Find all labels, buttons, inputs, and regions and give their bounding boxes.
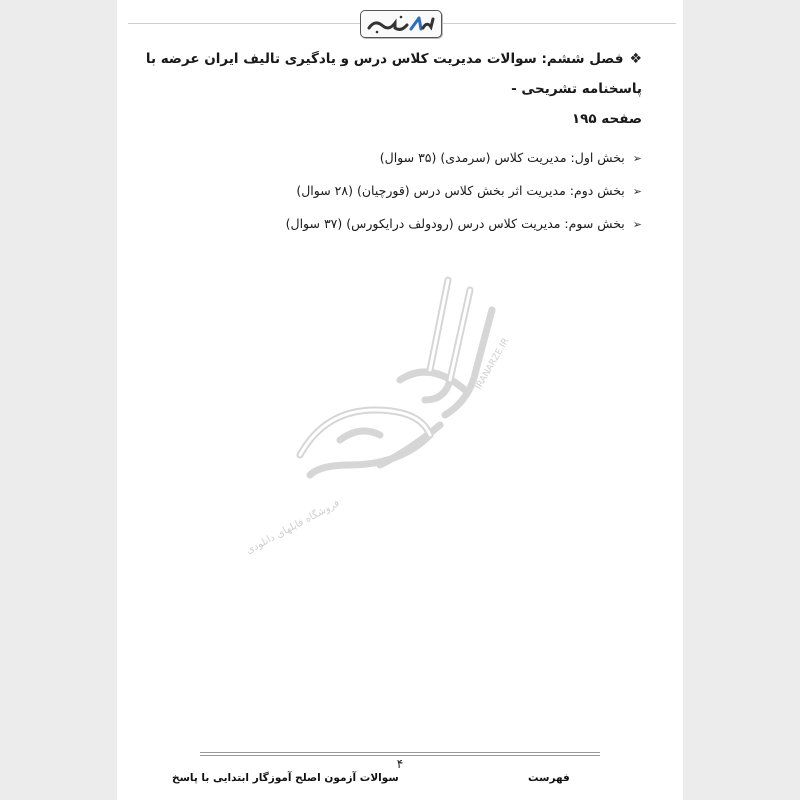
header-rule-left	[128, 23, 360, 24]
footer-book-title: سوالات آزمون اصلح آموزگار ابتدایی با پاسخ	[172, 772, 399, 784]
arrowhead-bullet-icon: ➢	[632, 218, 642, 231]
list-item-label: بخش سوم: مدیریت کلاس درس (رودولف درایکورس) (۳۷ سوال)	[285, 216, 625, 231]
list-item-label: بخش دوم: مدیریت اثر بخش کلاس درس (قورچیان) (۲۸ سوال)	[296, 183, 625, 198]
watermark-logo	[244, 250, 540, 557]
list-item	[122, 142, 642, 175]
section-heading	[122, 44, 642, 134]
page-number: ۴	[396, 757, 404, 771]
footer-rule-bottom	[200, 755, 600, 756]
right-margin-band	[683, 0, 800, 800]
arrowhead-bullet-icon: ➢	[632, 152, 642, 165]
diamond-bullet-icon: ❖	[629, 51, 642, 67]
header-rule-right	[440, 23, 676, 24]
footer-section-label: فهرست	[528, 772, 570, 784]
arrowhead-bullet-icon: ➢	[632, 185, 642, 198]
brand-logo-icon	[361, 11, 441, 37]
watermark-tagline: فروشگاه فایلهای دانلودی	[244, 497, 342, 557]
heading-line2: صفحه ۱۹۵	[571, 111, 642, 127]
watermark-domain: IRANARZE.IR	[473, 336, 512, 392]
list-item	[122, 208, 642, 241]
list-item	[122, 175, 642, 208]
content-body	[122, 44, 642, 241]
left-margin-band	[0, 0, 117, 800]
brand-logo	[360, 10, 442, 38]
footer-rule-top	[200, 752, 600, 753]
list-item-label: بخش اول: مدیریت کلاس (سرمدی) (۳۵ سوال)	[379, 150, 625, 165]
section-list	[122, 142, 642, 241]
watermark-graphic	[244, 250, 540, 557]
heading-line1: فصل ششم: سوالات مدیریت کلاس درس و یادگیری تالیف ایران عرضه با پاسخنامه تشریحی -	[145, 51, 642, 97]
